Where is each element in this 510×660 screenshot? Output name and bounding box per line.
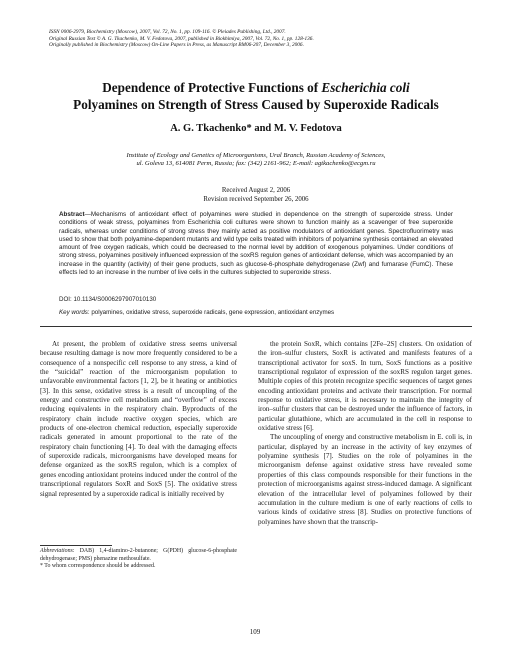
title-organism: Escherichia coli	[321, 80, 410, 95]
author-list: A. G. Tkachenko* and M. V. Fedotova	[170, 123, 342, 134]
header-line: Original Russian Text © A. G. Tkachenko, M. V. Fedotova, 2007, published in Biokhimiya, 2007, Vol. 72, No. 1, pp. 128-136.	[49, 35, 314, 42]
abbreviations-label: Abbreviations	[40, 548, 73, 554]
keywords-text: : polyamines, oxidative stress, superoxide radicals, gene expression, antioxidant enzymes	[87, 309, 335, 316]
body-column-left	[40, 340, 237, 499]
title-line-1: Dependence of Protective Functions of	[102, 80, 322, 95]
header-line: ISSN 0006-2979, Biochemistry (Moscow), 2007, Vol. 72, No. 1, pp. 109-116. © Pleiades Publishing, Ltd., 2007.	[49, 29, 286, 35]
abstract-text: —Mechanisms of antioxidant effect of polyamines were studied in dependence on the strength of superoxide stress. Under conditions of weak stress, polyamines from Escherichia coli cultures were shown to function mainly as a scavenger of free superoxide radicals, whereas under conditions of strong stress they mainly acted as positive modulators of antioxidant genes. Spectrofluorimetry was used to show that both polyamine-dependent mutants and wild type cells treated with inhibitors of polyamine synthesis contained an elevated amount of free oxygen radicals, which could be decreased to the normal level by addition of exogenous polyamines. Under conditions of strong stress, polyamines positively influenced expression of the soxRS regulon genes of antioxidant defense, which was accompanied by an increase in the quantity (activity) of their gene products, such as glucose-6-phosphate dehydrogenase (Zwf) and fumarase (FumC). These effects led to an increase in the number of live cells in the cultures subjected to superoxide stress.	[59, 211, 453, 276]
revision-date: Revision received September 26, 2006	[203, 195, 309, 203]
doi: DOI: 10.1134/S0006297907010130	[59, 296, 157, 303]
affiliation-line: ul. Goleva 13, 614081 Perm, Russia; fax: (342) 2161-962; E-mail: agtkachenko@ecgm.ru	[136, 160, 376, 168]
footnote-divider	[40, 545, 112, 546]
received-date: Received August 2, 2006	[221, 187, 291, 194]
body-paragraph: The uncoupling of energy and constructive metabolism in E. coli is, in particular, displayed by an increase in the activity of key enzymes of polyamine synthesis [7]. Studies on the role of polyamines in the microorganism defense against oxidative stress have revealed some properties of this class compounds responsible for their functions in the protection of microorganisms against stress-induced damage. A significant elevation of the intracellular level of polyamines followed by their accumulation in the culture medium is one of early reactions of cells to various kinds of oxidative stress [8]. Studies on protective functions of polyamines have shown that the transcrip-	[258, 433, 472, 526]
abstract	[59, 211, 453, 277]
manuscript-dates	[60, 187, 452, 204]
affiliation	[60, 152, 452, 169]
keywords-label: Key words	[59, 309, 88, 316]
footnotes	[40, 548, 237, 571]
paper-title	[40, 79, 472, 113]
journal-header	[49, 29, 469, 49]
section-divider	[40, 326, 472, 327]
affiliation-line: Institute of Ecology and Genetics of Microorganisms, Ural Branch, Russian Academy of Sciences,	[126, 152, 386, 159]
body-paragraph: the protein SoxR, which contains [2Fe–2S] clusters. On oxidation of the iron–sulfur clusters, SoxR is activated and manifests features of a transcriptional activator for soxS. In turn, SoxS functions as a positive transcriptional regulator of expression of the soxRS regulon target genes. Multiple copies of this protein recognize specific sequences of target genes encoding antioxidant proteins and activate their transcription. For normal response to oxidative stress, it is necessary to maintain the integrity of iron–sulfur clusters that can be destroyed under the influence of factors, in particular glutathione, which are accumulated in the cell in response to oxidative stress [6].	[258, 340, 472, 433]
abstract-label: Abstract	[59, 211, 85, 218]
header-line: Originally published in Biochemistry (Moscow) On-Line Papers in Press, as Manuscript BM06-207, December 3, 2006.	[49, 42, 304, 49]
abbreviations-footnote	[40, 548, 237, 563]
corresponding-author-footnote: * To whom correspondence should be addressed.	[40, 563, 156, 570]
page-number: 109	[249, 628, 261, 636]
body-paragraph: At present, the problem of oxidative stress seems universal because resulting damage is now more frequently considered to be a consequence of a nonspecific cell response to any stress, a kind of the “suicidal” reaction of the microorganism population to unfavorable environmental factors [1, 2], be it heating or antibiotics [3]. In this sense, oxidative stress is a result of uncoupling of the energy and constructive cell metabolism and “overflow” of excess reducing equivalents in the respiratory chain. Byproducts of the respiratory chain include reactive oxygen species, which are products of one-electron chemical reduction, especially superoxide radicals generated in amount proportional to the rate of the respiratory chain functioning [4]. To deal with the damaging effects of superoxide radicals, microorganisms have developed means for defense organized as the soxRS regulon, which is a complex of genes encoding antioxidant proteins induced under the control of the transcriptional regulators SoxR and SoxS [5]. The oxidative stress signal represented by a superoxide radical is initially received by	[40, 340, 237, 498]
abbreviations-text: : DAB) 1,4-diamino-2-butanone; G(PDH) glucose-6-phosphate dehydrogenase; PMS) phenazine methosulfate.	[40, 548, 237, 562]
body-column-right	[258, 340, 472, 527]
title-line-2: Polyamines on Strength of Stress Caused by Superoxide Radicals	[73, 97, 439, 112]
keywords	[59, 309, 453, 316]
